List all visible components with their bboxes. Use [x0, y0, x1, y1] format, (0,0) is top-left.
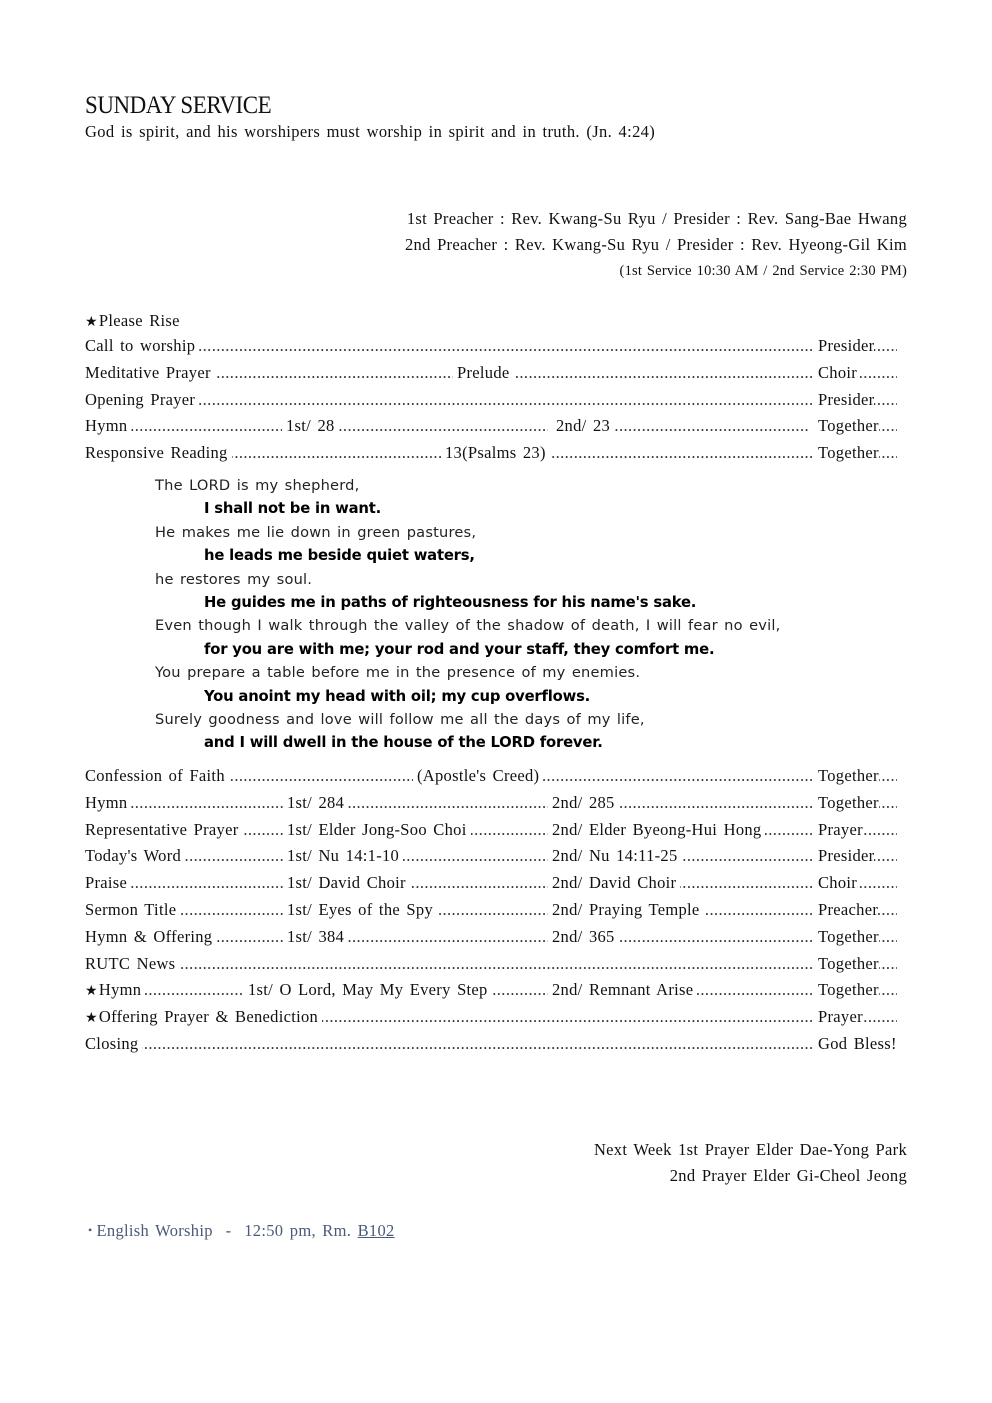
program-row-call-to-worship	[85, 333, 907, 360]
theme-verse: God is spirit, and his worshipers must worship in spirit and in truth. (Jn. 4:24)	[85, 122, 656, 141]
dot-leader	[85, 790, 897, 817]
program-role: Together	[810, 413, 879, 440]
program-label: Responsive Reading	[85, 440, 232, 467]
star-icon: ★	[85, 984, 98, 1000]
program-first-service: 1st/ Elder Jong-Soo Choi	[283, 817, 471, 844]
program-detail: 13(Psalms 23)	[441, 440, 550, 467]
program-role: Together	[814, 951, 879, 978]
program-second-service: 2nd/ Praying Temple	[548, 897, 704, 924]
program-label: Praise	[85, 870, 131, 897]
program-detail: (Apostle's Creed)	[413, 763, 543, 790]
reading-leader-line: Surely goodness and love will follow me all the days of my life,	[155, 711, 645, 729]
program-row-closing-hymn	[85, 977, 907, 1004]
reading-congregation-line: You anoint my head with oil; my cup overflows.	[204, 687, 591, 705]
program-label: Today's Word	[85, 843, 185, 870]
program-second-service: 2nd/ Nu 14:11-25	[548, 843, 682, 870]
english-worship-notice	[88, 1217, 395, 1244]
first-service-preacher: 1st Preacher : Rev. Kwang-Su Ryu / Presider : Rev. Sang-Bae Hwang	[406, 209, 907, 228]
program-role: Choir	[814, 870, 857, 897]
program-row-hymn-and-offering	[85, 924, 907, 951]
star-icon: ★	[85, 315, 98, 330]
star-icon: ★	[85, 1011, 98, 1027]
program-role: Prayer	[814, 1004, 863, 1031]
dot-leader	[85, 951, 897, 978]
order-of-worship-bottom	[85, 763, 907, 1058]
program-role: Presider	[814, 843, 874, 870]
reading-congregation-line: and I will dwell in the house of the LORD forever.	[204, 734, 603, 752]
program-label: Hymn	[85, 413, 131, 440]
program-label: Opening Prayer	[85, 387, 199, 414]
program-label: RUTC News	[85, 951, 179, 978]
program-role: Together	[814, 924, 879, 951]
program-role: Choir	[814, 360, 857, 387]
program-label: Closing	[85, 1031, 142, 1058]
page-title: SUNDAY SERVICE	[85, 92, 272, 119]
responsive-reading-psalm-23	[155, 474, 855, 755]
program-first-service: 1st/ David Choir	[283, 870, 410, 897]
next-week-prayer	[594, 1137, 907, 1189]
program-role: Presider	[814, 333, 874, 360]
service-times: (1st Service 10:30 AM / 2nd Service 2:30 PM)	[619, 263, 907, 279]
dot-leader	[85, 870, 897, 897]
program-row-rutc-news	[85, 951, 907, 978]
order-of-worship-top	[85, 308, 907, 467]
program-row-meditative-prayer	[85, 360, 907, 387]
room-link[interactable]: B102	[357, 1221, 395, 1240]
dot-leader	[85, 843, 897, 870]
dot-leader	[85, 333, 897, 360]
program-role: Together	[814, 763, 879, 790]
program-detail: Prelude	[453, 360, 514, 387]
reading-congregation-line: he leads me beside quiet waters,	[204, 547, 475, 565]
program-row-closing	[85, 1031, 907, 1058]
bullet-icon: •	[88, 1223, 93, 1237]
program-label: Confession of Faith	[85, 763, 229, 790]
program-second-service: 2nd/ 23	[548, 413, 614, 440]
program-first-service: 1st/ Nu 14:1-10	[283, 843, 403, 870]
second-service-preacher: 2nd Preacher : Rev. Kwang-Su Ryu / Presider : Rev. Hyeong-Gil Kim	[405, 234, 907, 254]
program-row-responsive-reading	[85, 440, 907, 467]
reading-leader-line: Even though I walk through the valley of the shadow of death, I will fear no evil,	[155, 617, 781, 635]
program-second-service: 2nd/ Remnant Arise	[548, 977, 697, 1004]
program-first-service: 1st/ 28	[282, 413, 339, 440]
program-row-hymn-1	[85, 413, 907, 440]
program-second-service: 2nd/ Elder Byeong-Hui Hong	[548, 817, 765, 844]
program-second-service: 2nd/ David Choir	[548, 870, 680, 897]
program-role: Preacher	[814, 897, 878, 924]
reading-congregation-line: for you are with me; your rod and your staff, they comfort me.	[204, 640, 715, 658]
program-role: Together	[814, 440, 879, 467]
program-label: Meditative Prayer	[85, 360, 215, 387]
program-row-representative-prayer	[85, 817, 907, 844]
reading-leader-line: You prepare a table before me in the presence of my enemies.	[155, 664, 641, 682]
program-role: Prayer	[814, 817, 863, 844]
program-first-service: 1st/ Eyes of the Spy	[283, 897, 437, 924]
program-second-service: 2nd/ 365	[548, 924, 619, 951]
reading-leader-line: The LORD is my shepherd,	[155, 477, 360, 494]
program-row-todays-word	[85, 843, 907, 870]
program-role: God Bless!	[814, 1031, 897, 1058]
dot-leader	[85, 1031, 897, 1058]
english-worship-text: English Worship - 12:50 pm, Rm.	[96, 1221, 358, 1240]
program-row-please-rise	[85, 308, 907, 333]
next-week-first-prayer: Next Week 1st Prayer Elder Dae-Yong Park	[593, 1140, 907, 1159]
program-role: Together	[814, 977, 879, 1004]
preacher-info	[405, 206, 907, 285]
program-role: Presider	[814, 387, 874, 414]
reading-leader-line: He makes me lie down in green pastures,	[155, 523, 477, 541]
program-second-service: 2nd/ 285	[548, 790, 619, 817]
program-label: Sermon Title	[85, 897, 180, 924]
program-role: Together	[814, 790, 879, 817]
program-first-service: 1st/ O Lord, May My Every Step	[242, 977, 492, 1004]
program-first-service: 1st/ 384	[283, 924, 348, 951]
program-first-service: 1st/ 284	[283, 790, 348, 817]
reading-leader-line: he restores my soul.	[155, 570, 313, 588]
program-row-offering-prayer-benediction	[85, 1004, 907, 1031]
program-row-confession-of-faith	[85, 763, 907, 790]
reading-congregation-line: I shall not be in want.	[204, 500, 382, 518]
dot-leader	[85, 387, 897, 414]
program-label: ★Hymn	[85, 977, 145, 1006]
program-label: ★Please Rise	[85, 308, 184, 337]
program-label: Representative Prayer	[85, 817, 243, 844]
program-label: Hymn & Offering	[85, 924, 216, 951]
program-label: Hymn	[85, 790, 131, 817]
program-row-sermon-title	[85, 897, 907, 924]
program-row-praise	[85, 870, 907, 897]
next-week-second-prayer: 2nd Prayer Elder Gi-Cheol Jeong	[669, 1166, 907, 1185]
program-row-opening-prayer	[85, 387, 907, 414]
program-label: Call to worship	[85, 333, 199, 360]
program-label: ★Offering Prayer & Benediction	[85, 1004, 322, 1033]
dot-leader	[85, 897, 897, 924]
reading-congregation-line: He guides me in paths of righteousness for his name's sake.	[204, 594, 697, 612]
dot-leader	[85, 413, 897, 440]
program-row-hymn-2	[85, 790, 907, 817]
